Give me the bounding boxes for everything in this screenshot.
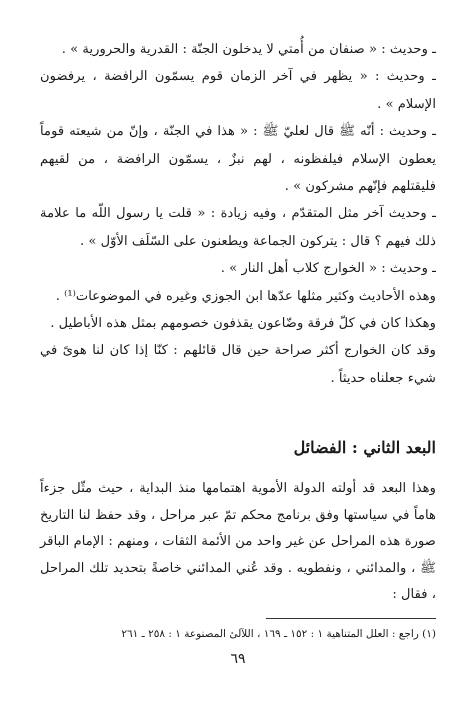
paragraph-hadith-2: ـ وحديث : « يظهر في آخر الزمان قوم يسمّون الرافضة ، يرفضون الإسلام » .: [40, 69, 436, 112]
paragraph-hadith-3: ـ وحديث : أنّه ﷺ قال لعليّ ﷺ : « هذا في الجنّة ، وإنّ من شيعته قوماً يعطون الإسلام فيلفظونه ، لهم نبزٌ ، يسمّون الرافضة ، من لقيهم فليقتلهم فإنّهم مشركون » .: [40, 124, 436, 195]
section-heading: البعد الثاني : الفضائل: [293, 438, 436, 457]
paragraph-commentary-2: وهكذا كان في كلّ فرقة وضّاعون يقذفون خصومهم بمثل هذه الأباطيل .: [50, 316, 436, 332]
paragraph-hadith-4: ـ وحديث آخر مثل المتقدّم ، وفيه زيادة : « قلت يا رسول اللّه ما علامة ذلك فيهم ؟ قال : يتركون الجماعة ويطعنون على السّلَف الأوّل » .: [40, 206, 436, 249]
section-text-block: [40, 476, 436, 609]
footnote: (١) راجع : العلل المتناهية ١ : ١٥٢ ـ ١٦٩ ، اللآلئ المصنوعة ١ : ٢٥٨ ـ ٢٦١: [121, 628, 436, 640]
paragraph-hadith-5: ـ وحديث : « الخوارج كلاب أهل النار » .: [220, 261, 436, 277]
paragraph-commentary-3: وقد كان الخوارج أكثر صراحة حين قال قائلهم : كنّا إذا كان لنا هوىً في شيء جعلناه حديثاً .: [40, 343, 436, 386]
paragraph-commentary-1: وهذه الأحاديث وكثير مثلها عدّها ابن الجوزي وغيره في الموضوعات⁽¹⁾ .: [55, 288, 436, 304]
paragraph-hadith-1: ـ وحديث : « صنفان من أُمتي لا يدخلون الجنّة : القدرية والحرورية » .: [61, 42, 436, 57]
page-number: ٦٩: [230, 651, 246, 667]
paragraph-section-1: وهذا البعد قد أولته الدولة الأموية اهتمامها منذ البداية ، حيث مثّل جزءاً هاماً في سياستها وفق برنامج محكم تمّ عبر مراحل ، وقد حفظ لنا التاريخ صورة هذه المراحل عن غير واحد من الأئمة الثقات ، ومنهم : الإمام الباقر ﷺ ، والمدائني ، ونفطويه . وقد عُني المدائني خاصةً بتحديد تلك المراحل ، فقال :: [40, 481, 436, 603]
footnote-divider: [266, 618, 436, 619]
main-text-block: [40, 36, 436, 392]
